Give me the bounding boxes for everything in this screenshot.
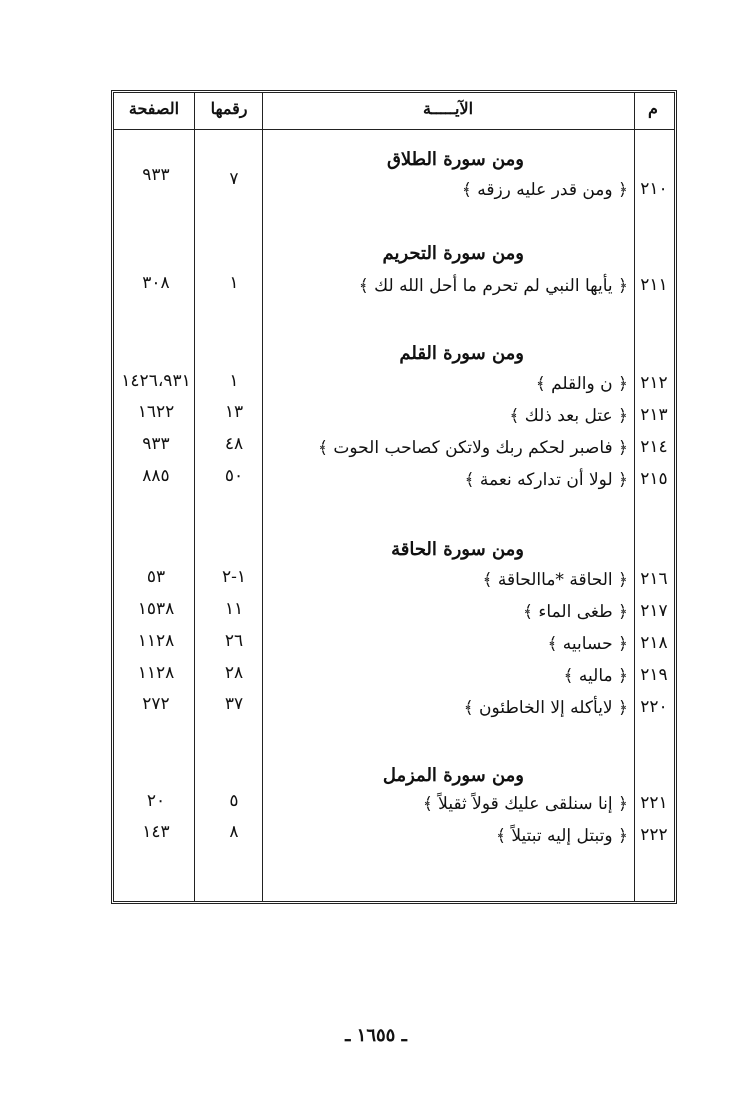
page-ref: ٢٧٢ — [142, 694, 170, 714]
row-number: ٢١٨ — [640, 633, 668, 653]
row-number: ٢٢٢ — [640, 825, 668, 845]
column-divider — [194, 93, 195, 901]
column-divider — [262, 93, 263, 901]
ayah-text: ﴿ يأيها النبي لم تحرم ما أحل الله لك ﴾ — [358, 276, 628, 296]
row-number: ٢١٩ — [640, 665, 668, 685]
header-page: الصفحة — [128, 99, 180, 118]
header-raqm: رقمها — [210, 99, 248, 118]
ayah-text: ﴿ ن والقلم ﴾ — [535, 374, 628, 394]
page-ref: ١١٢٨ — [137, 631, 175, 651]
page-ref: ١٤٣ — [142, 822, 170, 842]
ayah-number: ٨ — [229, 822, 239, 842]
row-number: ٢١٧ — [640, 601, 668, 621]
surah-heading: ومن سورة الحاقة — [391, 539, 524, 560]
ayah-number: ١-٢ — [221, 567, 247, 587]
row-number: ٢١٠ — [640, 179, 668, 199]
surah-heading: ومن سورة المزمل — [382, 765, 524, 786]
ayah-text: ﴿ وتبتل إليه تبتيلاً ﴾ — [495, 826, 628, 846]
page-ref: ٩٣٣ — [142, 434, 170, 454]
ayah-text: ﴿ إنا سنلقى عليك قولاً ثقيلاً ﴾ — [422, 794, 628, 814]
ayah-text: ﴿ حسابيه ﴾ — [547, 634, 628, 654]
row-number: ٢١٢ — [640, 373, 668, 393]
ayah-number: ٢٨ — [224, 663, 244, 683]
ayah-number: ١١ — [224, 599, 244, 619]
ayah-text: ﴿ ماليه ﴾ — [563, 666, 628, 686]
ayah-text: ﴿ فاصبر لحكم ربك ولاتكن كصاحب الحوت ﴾ — [318, 438, 628, 458]
ayah-text: ﴿ الحاقة *ماالحاقة ﴾ — [482, 570, 628, 590]
header-ayah: الآيـــــة — [422, 99, 474, 118]
ayah-number: ٣٧ — [224, 694, 244, 714]
index-table — [111, 90, 677, 904]
page-ref: ٢٠ — [146, 791, 166, 811]
page-ref: ١٦٢٢ — [137, 402, 175, 422]
ayah-text: ﴿ عتل بعد ذلك ﴾ — [509, 406, 628, 426]
ayah-number: ١٣ — [224, 402, 244, 422]
page-ref: ١٤٢٦،٩٣١ — [121, 371, 191, 391]
ayah-number: ١ — [229, 273, 239, 293]
header-divider — [114, 129, 674, 130]
page-ref: ١١٢٨ — [137, 663, 175, 683]
header-m: م — [648, 99, 658, 118]
surah-heading: ومن سورة التحريم — [382, 243, 524, 264]
row-number: ٢٢١ — [640, 793, 668, 813]
column-divider — [634, 93, 635, 901]
ayah-text: ﴿ لولا أن تداركه نعمة ﴾ — [464, 470, 628, 490]
ayah-text: ﴿ طغى الماء ﴾ — [523, 602, 628, 622]
ayah-number: ٥ — [229, 791, 239, 811]
ayah-number: ١ — [229, 371, 239, 391]
row-number: ٢١٥ — [640, 469, 668, 489]
page-ref: ١٥٣٨ — [137, 599, 175, 619]
page-number: ـ ١٦٥٥ ـ — [345, 1025, 407, 1046]
surah-heading: ومن سورة القلم — [399, 343, 524, 364]
row-number: ٢١٦ — [640, 569, 668, 589]
page-ref: ٩٣٣ — [142, 165, 170, 185]
ayah-text: ﴿ ومن قدر عليه رزقه ﴾ — [461, 180, 628, 200]
row-number: ٢١١ — [640, 275, 668, 295]
row-number: ٢٢٠ — [640, 697, 668, 717]
ayah-number: ٢٦ — [224, 631, 244, 651]
ayah-text: ﴿ لايأكله إلا الخاطئون ﴾ — [463, 698, 628, 718]
ayah-number: ٤٨ — [224, 434, 244, 454]
page-ref: ٣٠٨ — [142, 273, 170, 293]
ayah-number: ٥٠ — [224, 466, 244, 486]
surah-heading: ومن سورة الطلاق — [386, 149, 524, 170]
ayah-number: ٧ — [229, 169, 239, 189]
row-number: ٢١٣ — [640, 405, 668, 425]
row-number: ٢١٤ — [640, 437, 668, 457]
page-ref: ٨٨٥ — [142, 466, 170, 486]
page-ref: ٥٣ — [146, 567, 166, 587]
